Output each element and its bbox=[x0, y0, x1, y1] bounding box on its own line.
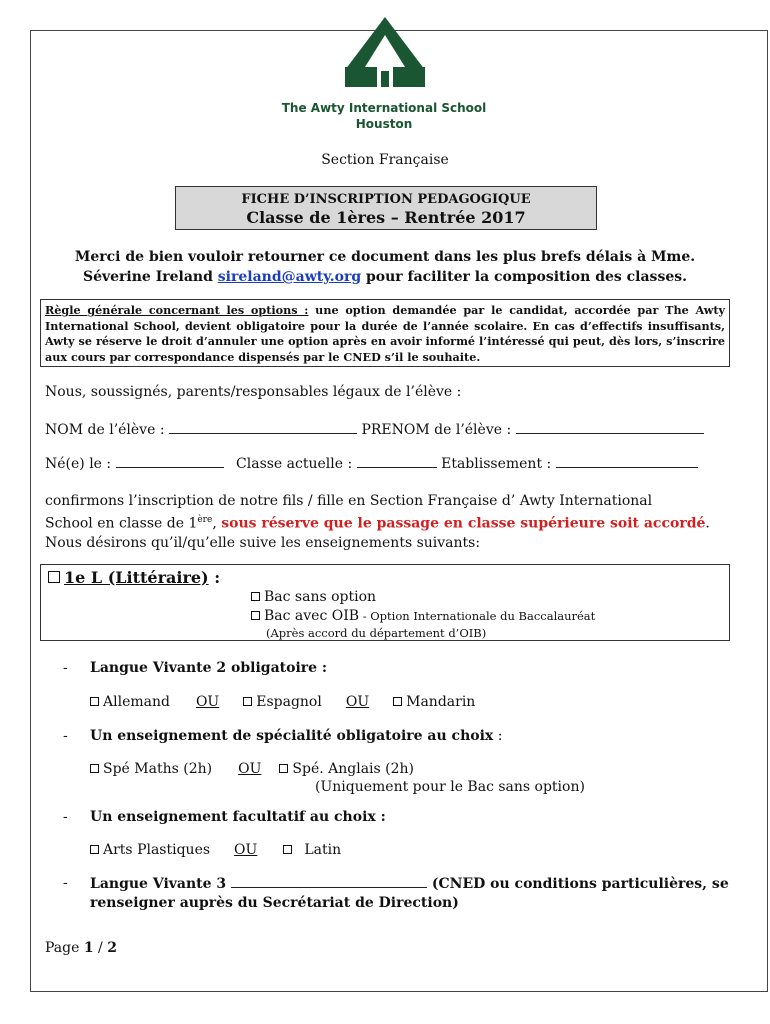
school-city: Houston bbox=[355, 117, 413, 131]
checkbox-icon[interactable] bbox=[48, 571, 60, 583]
choice-latin[interactable] bbox=[283, 842, 341, 858]
lv3-line1 bbox=[90, 875, 729, 894]
ou-label: OU bbox=[234, 842, 258, 858]
page-label: Page bbox=[45, 940, 84, 956]
page-separator: / bbox=[93, 940, 108, 956]
form-title: FICHE D’INSCRIPTION PEDAGOGIQUE bbox=[241, 192, 531, 207]
checkbox-icon[interactable] bbox=[279, 764, 288, 773]
rule-text: une option demandée par le candidat, accordée par The Awty International School, devient obligatoire pour la durée de l’année scolaire. En cas d’effectifs insuffisants, Awty se réserve le droit d’annuler une option après en avoir informé l’intéressé qui peut, dès lors, s’inscrire aux cours par correspondance dispensés par le CNED s’il le souhaite. bbox=[45, 303, 725, 364]
option-bac-sans-option[interactable] bbox=[251, 589, 376, 605]
litteraire-heading[interactable] bbox=[48, 568, 220, 587]
checkbox-icon[interactable] bbox=[90, 845, 99, 854]
lv2-title: Langue Vivante 2 obligatoire : bbox=[90, 660, 328, 676]
bullet-dash: - bbox=[63, 660, 68, 676]
checkbox-icon[interactable] bbox=[393, 697, 402, 706]
checkbox-icon[interactable] bbox=[251, 592, 260, 601]
page-number bbox=[45, 940, 117, 956]
option1-label: Bac sans option bbox=[264, 589, 377, 605]
confirm-line2 bbox=[45, 511, 710, 534]
lv3-line2: renseigner auprès du Secrétariat de Direction) bbox=[90, 895, 459, 911]
classe-label: Classe actuelle : bbox=[231, 456, 357, 472]
ou-label: OU bbox=[238, 761, 262, 777]
ou-label: OU bbox=[195, 694, 220, 710]
intro-line2 bbox=[40, 267, 730, 287]
intro-line1: Merci de bien vouloir retourner ce document dans les plus brefs délais à Mme. bbox=[74, 249, 696, 265]
title-box bbox=[175, 186, 597, 230]
checkbox-icon[interactable] bbox=[283, 845, 292, 854]
page-current: 1 bbox=[83, 940, 94, 956]
specialite-colon: : bbox=[493, 728, 503, 744]
bullet-dash: - bbox=[63, 728, 68, 744]
name-row bbox=[45, 422, 704, 438]
intro-text bbox=[40, 247, 730, 287]
rule-label: Règle générale concernant les options : bbox=[45, 303, 309, 317]
choice-spe-anglais[interactable] bbox=[279, 761, 414, 777]
etablissement-label: Etablissement : bbox=[436, 456, 556, 472]
lv3-suffix: (CNED ou conditions particulières, se bbox=[427, 876, 729, 892]
confirm-line3: Nous désirons qu’il/qu’elle suive les enseignements suivants: bbox=[45, 534, 481, 551]
birth-row bbox=[45, 456, 698, 472]
choice-arts-plastiques[interactable] bbox=[90, 842, 210, 858]
confirm-line2-pre: School en classe de 1 bbox=[45, 515, 198, 532]
choice-spe-maths[interactable] bbox=[90, 761, 212, 777]
anglais-note: (Uniquement pour le Bac sans option) bbox=[315, 779, 585, 795]
etablissement-field[interactable] bbox=[556, 466, 698, 468]
facultatif-choices bbox=[90, 842, 341, 858]
facultatif-title: Un enseignement facultatif au choix : bbox=[90, 809, 386, 825]
heading-colon: : bbox=[208, 568, 221, 587]
checkbox-icon[interactable] bbox=[90, 697, 99, 706]
oib-requirement: (Après accord du département d’OIB) bbox=[266, 626, 487, 640]
allemand-label: Allemand bbox=[103, 694, 170, 710]
prenom-label: PRENOM de l’élève : bbox=[357, 422, 516, 438]
choice-mandarin[interactable] bbox=[393, 694, 475, 710]
intro-line2-post: pour faciliter la composition des classes. bbox=[361, 269, 687, 285]
superscript-ere: ère bbox=[197, 515, 213, 525]
maths-label: Spé Maths (2h) bbox=[103, 761, 213, 777]
email-link[interactable]: sireland@awty.org bbox=[217, 269, 362, 285]
option-bac-oib[interactable] bbox=[251, 608, 595, 624]
school-house-logo-icon bbox=[339, 15, 431, 95]
soussignes-text: Nous, soussignés, parents/responsables légaux de l’élève : bbox=[45, 384, 462, 400]
confirm-line1: confirmons l’inscription de notre fils / fille en Section Française d’ Awty International bbox=[45, 493, 653, 509]
prenom-field[interactable] bbox=[516, 432, 704, 434]
checkbox-icon[interactable] bbox=[251, 611, 260, 620]
latin-label: Latin bbox=[304, 842, 342, 858]
specialite-label: Un enseignement de spécialité obligatoire au choix bbox=[90, 728, 494, 744]
choice-espagnol[interactable] bbox=[243, 694, 322, 710]
condition-warning: sous réserve que le passage en classe supérieure soit accordé bbox=[221, 515, 706, 532]
school-name: The Awty International School bbox=[281, 101, 487, 115]
lv3-block bbox=[90, 875, 729, 913]
litteraire-label: 1e L (Littéraire) bbox=[64, 568, 209, 587]
ou-label: OU bbox=[345, 694, 370, 710]
rule-box bbox=[40, 299, 730, 367]
confirm-text bbox=[45, 492, 710, 553]
lv3-label: Langue Vivante 3 bbox=[90, 876, 232, 892]
arts-label: Arts Plastiques bbox=[103, 842, 211, 858]
birth-date-field[interactable] bbox=[116, 466, 224, 468]
litteraire-box bbox=[40, 564, 730, 641]
confirm-comma: , bbox=[212, 515, 222, 532]
form-subtitle: Classe de 1ères – Rentrée 2017 bbox=[246, 208, 526, 227]
nom-field[interactable] bbox=[169, 432, 357, 434]
ne-le-label: Né(e) le : bbox=[45, 456, 116, 472]
lv2-choices bbox=[90, 694, 475, 710]
mandarin-label: Mandarin bbox=[406, 694, 476, 710]
lv3-field[interactable] bbox=[231, 886, 427, 888]
espagnol-label: Espagnol bbox=[256, 694, 322, 710]
specialite-choices bbox=[90, 761, 414, 777]
checkbox-icon[interactable] bbox=[243, 697, 252, 706]
checkbox-icon[interactable] bbox=[90, 764, 99, 773]
section-label: Section Française bbox=[321, 152, 449, 168]
confirm-period: . bbox=[705, 515, 710, 532]
bullet-dash: - bbox=[63, 875, 68, 891]
anglais-label: Spé. Anglais (2h) bbox=[292, 761, 415, 777]
choice-allemand[interactable] bbox=[90, 694, 170, 710]
classe-field[interactable] bbox=[357, 466, 437, 468]
option2-note: - Option Internationale du Baccalauréat bbox=[359, 609, 596, 623]
intro-line2-pre: Séverine Ireland bbox=[83, 269, 218, 285]
specialite-title bbox=[90, 728, 502, 744]
bullet-dash: - bbox=[63, 809, 68, 825]
page-total: 2 bbox=[107, 940, 117, 956]
option2-label: Bac avec OIB bbox=[264, 608, 360, 624]
nom-label: NOM de l’élève : bbox=[45, 422, 169, 438]
